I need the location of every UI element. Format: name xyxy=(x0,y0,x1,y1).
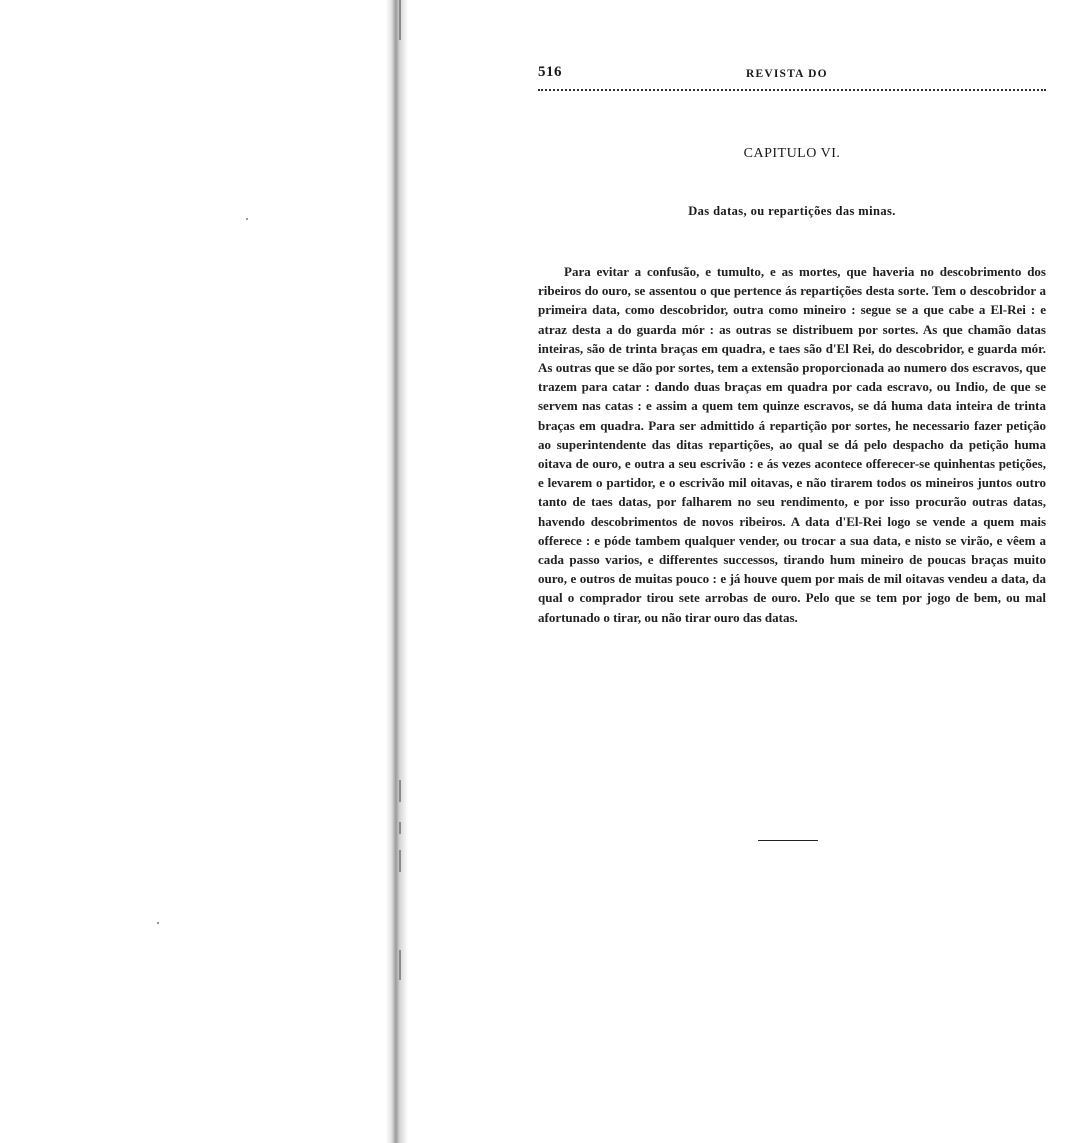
gutter-line xyxy=(399,850,401,872)
running-head: REVISTA DO xyxy=(746,68,828,80)
header-rule xyxy=(538,89,1046,91)
section-title: Das datas, ou repartições das minas. xyxy=(688,204,896,218)
page-number: 516 xyxy=(538,64,562,80)
book-page xyxy=(538,62,1046,625)
chapter-title: CAPITULO VI. xyxy=(743,146,841,161)
book-gutter xyxy=(386,0,408,1143)
scan-speck xyxy=(157,922,159,924)
body-paragraph: Para evitar a confusão, e tumulto, e as mortes, que haveria no descobrimento dos ribeiros do ouro, se assentou o que pertence ás repartições desta sorte. Tem o descobridor a primeira data, como descobridor, outra como mineiro : segue se a que cabe a El-Rei : e atraz desta a do guarda mór : as outras se distribuem por sortes. As que chamão datas inteiras, são de trinta braças em quadra, e taes são d'El Rei, do descobridor, e guarda mór. As outras que se dão por sortes, tem a extensão proporcionada ao numero dos escravos, que trazem para catar : dando duas braças em quadra por cada escravo, ou Indio, de que se servem nas catas : e assim a quem tem quinze escravos, se dá huma data inteira de trinta braças em quadra. Para ser admittido á repartição por sortes, he necessario fazer petição ao superintendente das ditas repartições, ao qual se dá pelo despacho da petição huma oitava de ouro, e outra a seu escrivão : e ás vezes acontece offerecer-se quinhentas petições, e levarem o partidor, e o escrivão mil oitavas, e não tirarem todos os mineiros juntos outro tanto de taes datas, por falharem no seu rendimento, e por isso procurão outras datas, havendo descobrimentos de novos ribeiros. A data d'El-Rei logo se vende a quem mais offerece : e póde tambem qualquer vender, ou trocar a sua data, e nisto se virão, e vêem a cada passo varios, e differentes successos, tirando hum mineiro de poucas braças muito ouro, e outros de muitas pouco : e já houve quem por mais de mil oitavas vendeu a data, da qual o comprador tirou sete arrobas de ouro. Pelo que se tem por jogo de bem, ou mal afortunado o tirar, ou não tirar ouro das datas. xyxy=(538,264,1046,625)
end-rule xyxy=(758,840,818,841)
page-header xyxy=(538,62,1046,92)
gutter-line xyxy=(399,780,401,802)
scan-speck xyxy=(246,218,248,220)
gutter-line xyxy=(399,822,401,834)
gutter-line xyxy=(399,950,401,980)
gutter-line xyxy=(399,0,401,40)
